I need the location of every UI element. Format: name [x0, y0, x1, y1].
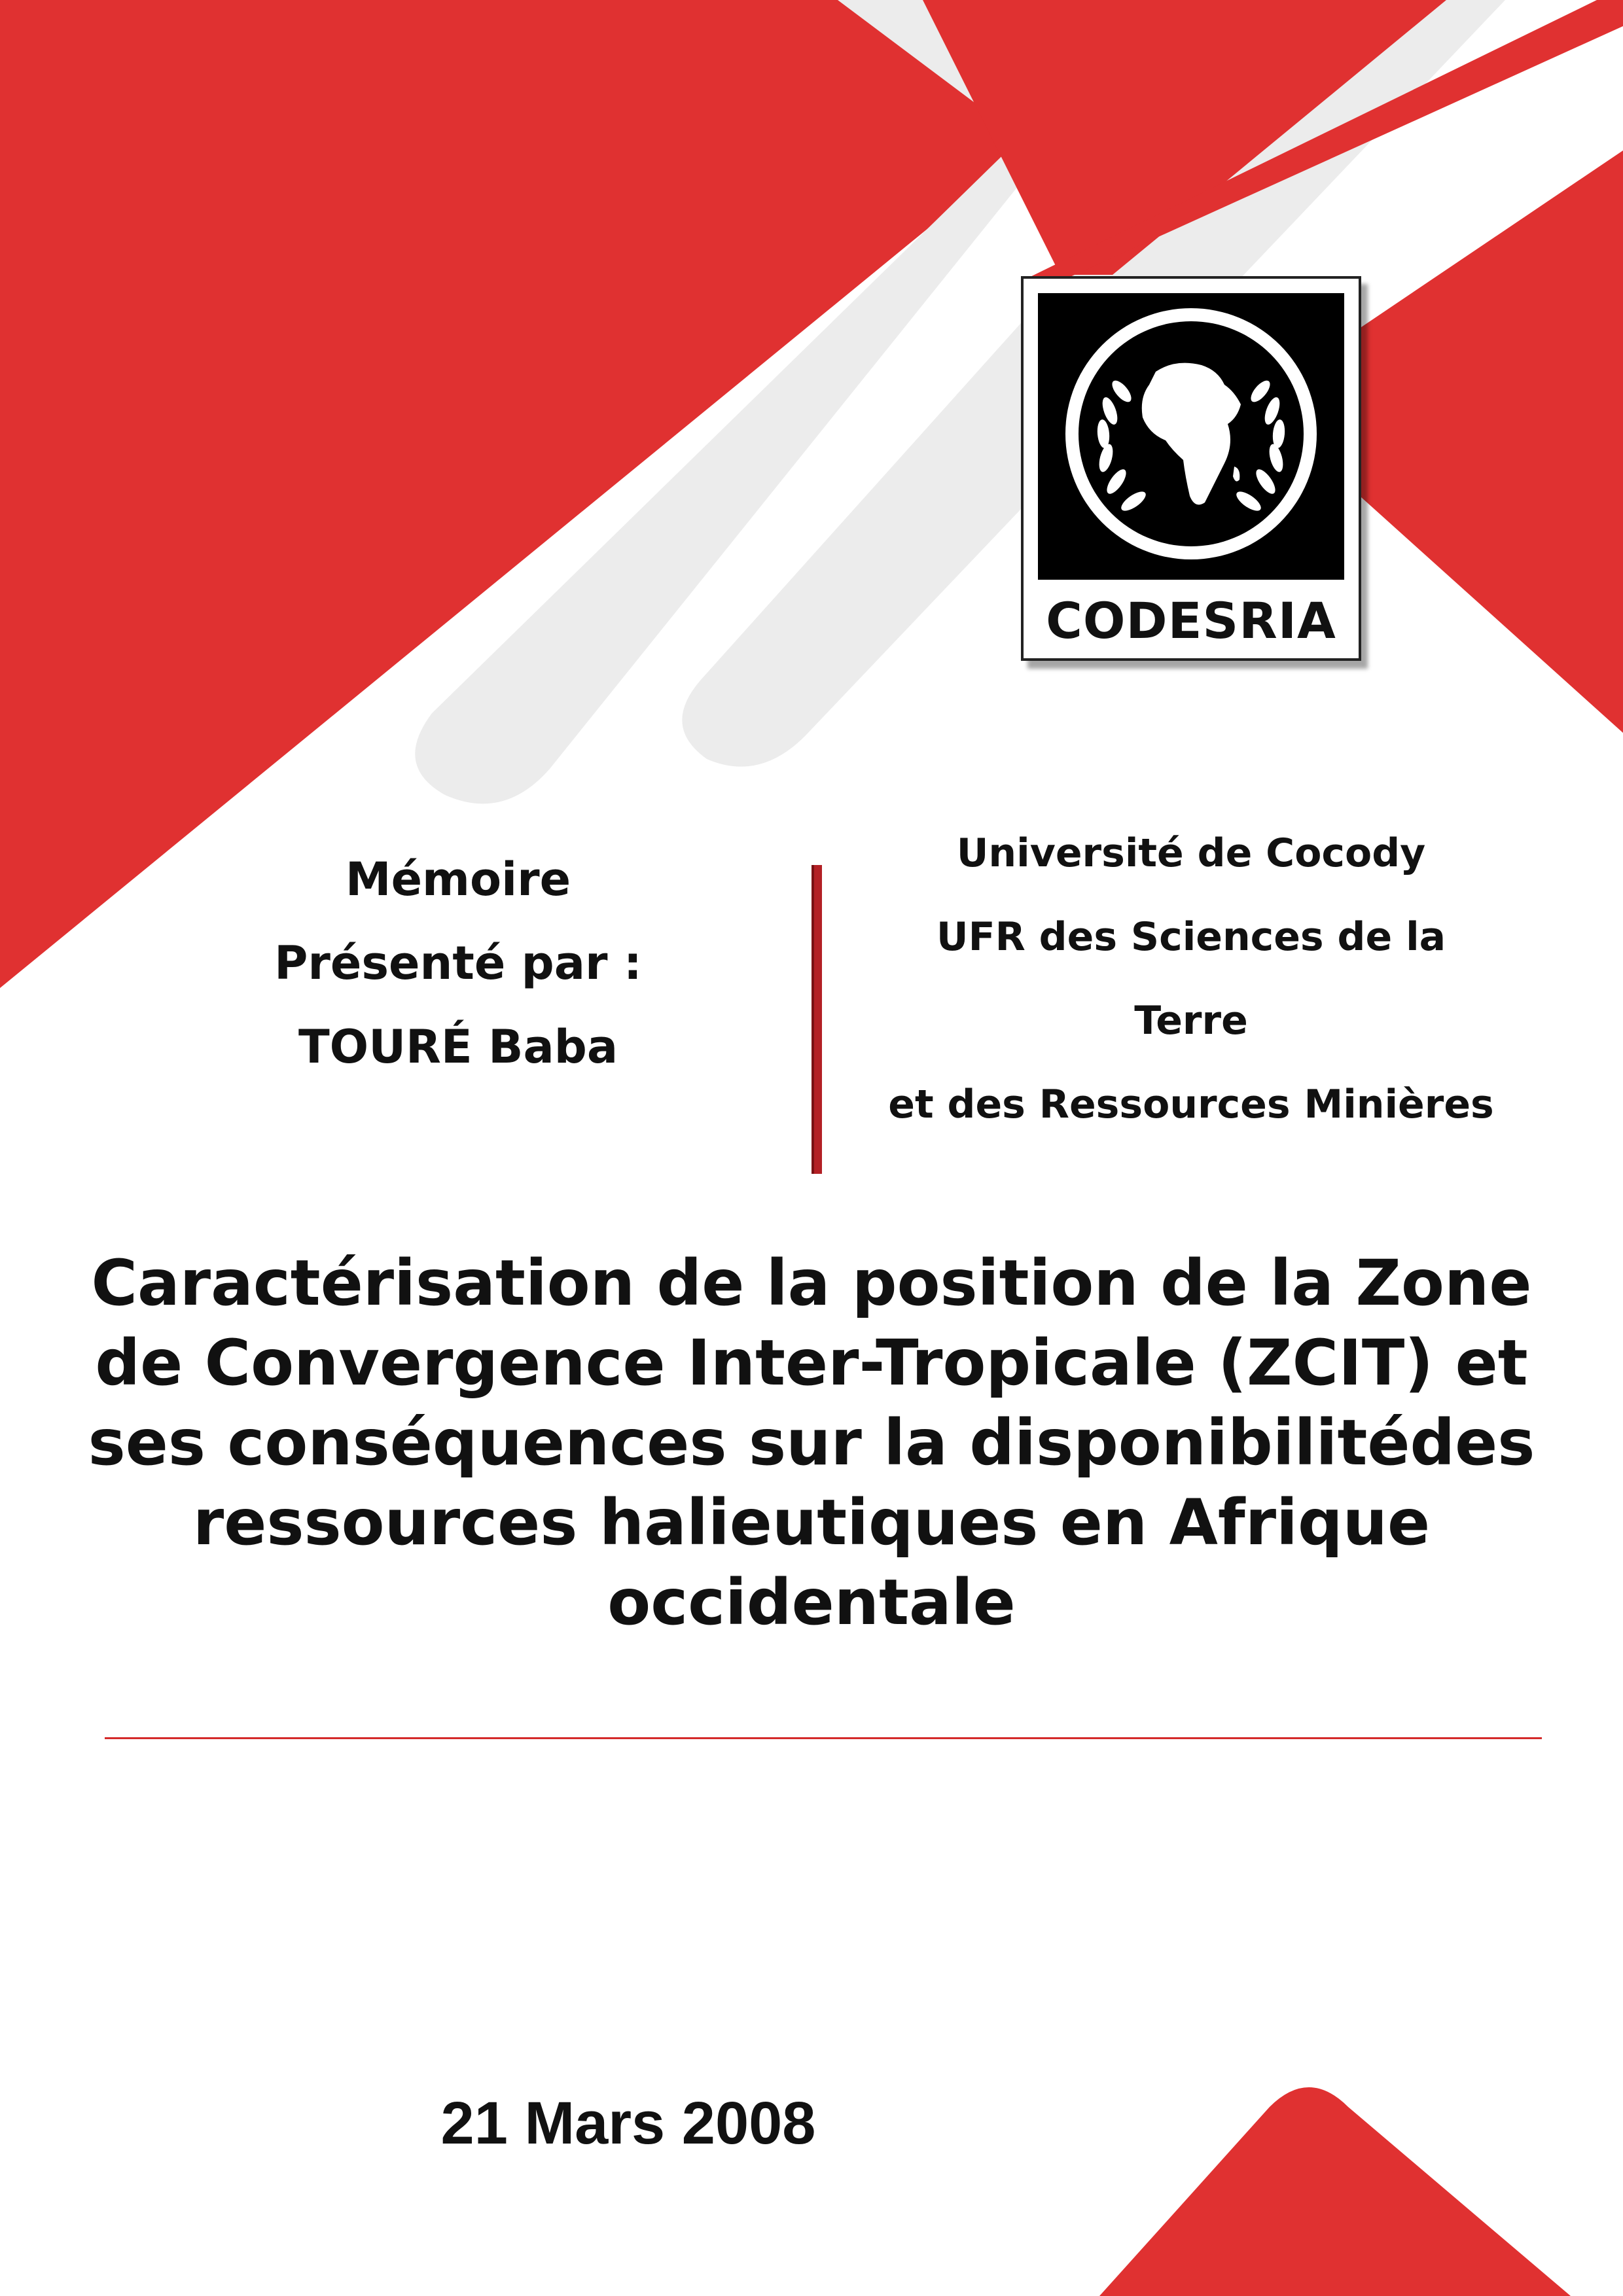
date: 21 Mars 2008 — [440, 2090, 816, 2157]
document-type: Mémoire — [345, 853, 571, 906]
title-line-5: occidentale — [607, 1566, 1016, 1639]
university-name: Université de Cocody — [956, 830, 1426, 876]
ufr-line-2: Terre — [1134, 998, 1248, 1044]
logo-text: CODESRIA — [1046, 592, 1336, 650]
institution-block — [851, 811, 1531, 1146]
title-line-3: ses conséquences sur la disponibilitédes — [88, 1406, 1535, 1479]
africa-wreath-emblem-icon — [1038, 293, 1344, 580]
presented-by-label: Présenté par : — [274, 936, 642, 990]
author-block — [196, 838, 720, 1089]
codesria-logo — [1021, 276, 1361, 661]
title-line-4: ressources halieutiques en Afrique — [192, 1486, 1431, 1559]
red-band-right — [1361, 150, 1623, 733]
title-line-2: de Convergence Inter-Tropicale (ZCIT) et — [95, 1326, 1528, 1400]
horizontal-divider — [105, 1737, 1542, 1739]
red-triangle-bottom-right — [1099, 2087, 1571, 2296]
ufr-line-1: UFR des Sciences de la — [936, 914, 1446, 960]
ufr-line-3: et des Ressources Minières — [888, 1082, 1494, 1127]
vertical-divider — [812, 865, 822, 1174]
author-name: TOURÉ Baba — [298, 1020, 618, 1074]
logo-emblem — [1038, 293, 1344, 580]
thesis-title — [52, 1243, 1571, 1642]
title-line-1: Caractérisation de la position de la Zone — [91, 1246, 1532, 1320]
